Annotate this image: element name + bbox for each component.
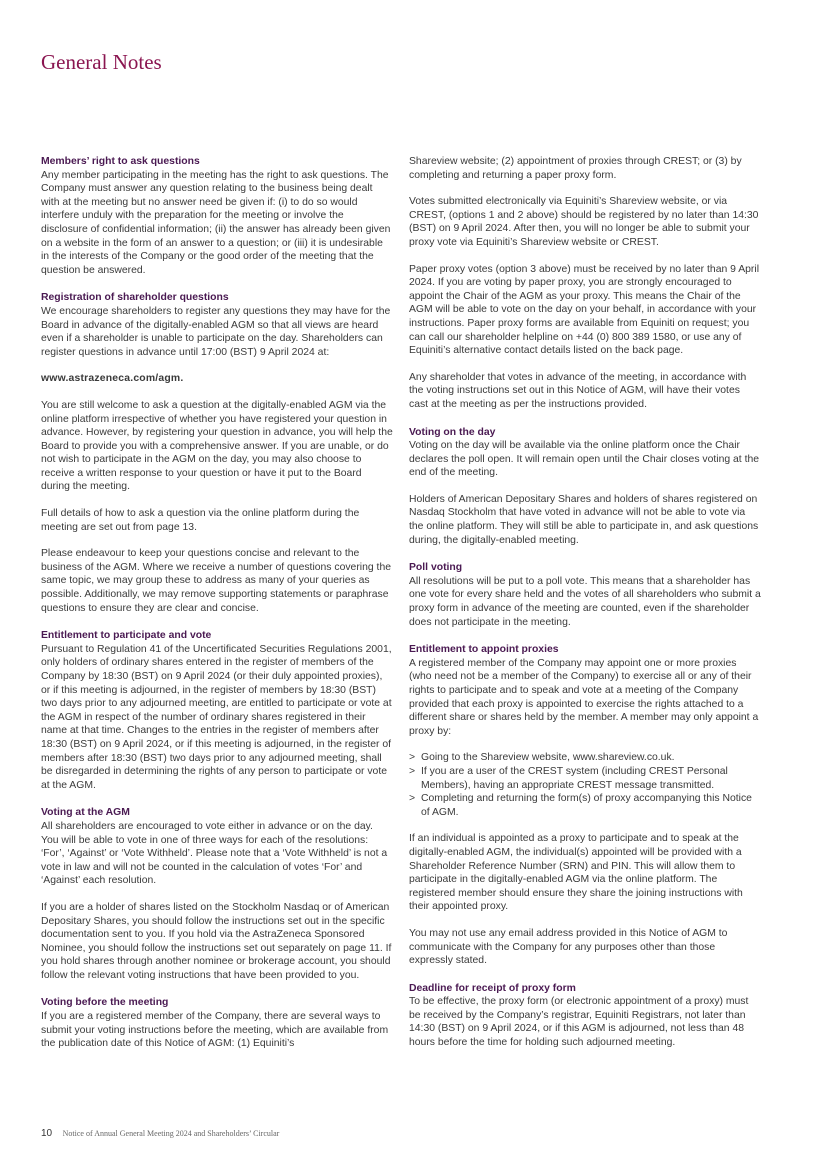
proxy-methods-list xyxy=(409,751,761,819)
voting-agm-section xyxy=(41,806,393,982)
section-heading: Voting on the day xyxy=(409,426,496,438)
registration-section xyxy=(41,291,393,615)
voting-day-section xyxy=(409,426,761,548)
paragraph: Any shareholder that votes in advance of the meeting, in accordance with the voting instructions set out in this Notice of AGM, will have their votes cast at the meeting as per the instructions provided. xyxy=(409,371,747,410)
paragraph: Pursuant to Regulation 41 of the Uncertificated Securities Regulations 2001, only holders of ordinary shares entered in the register of members of the Company by 18:30 (BST) on 9 April 2024 (or their duly appointed proxies), or if this meeting is adjourned, in the register of members by 18:30 (BST) two days prior to any adjourned meeting, are entitled to participate or vote at the AGM in respect of the number of ordinary shares registered in their name at that time. Changes to the entries in the register of members after 18:30 (BST) on 9 April 2024, or if this meeting is adjourned, in the register of members after 18:30 (BST) two days prior to any adjourned meeting, shall be disregarded in determining the rights of any person to participate or vote at the AGM. xyxy=(41,643,392,791)
entitlement-section xyxy=(41,629,393,792)
section-heading: Registration of shareholder questions xyxy=(41,292,229,304)
paragraph: You may not use any email address provided in this Notice of AGM to communicate with the Company for any purposes other than those expressly stated. xyxy=(409,927,728,967)
paragraph: Paper proxy votes (option 3 above) must be received by no later than 9 April 2024. If you are voting by paper proxy, you are strongly encouraged to appoint the Chair of the AGM as your proxy. This means the Chair of the AGM will be able to vote on the day on your behalf, in accordance with your instructions. Paper proxy forms are available from Equiniti on request; you can call our shareholder helpline on +44 (0) 800 389 1580, or use any of Equiniti’s alternative contact details listed on the back page. xyxy=(409,263,760,357)
chevron-right-icon: > xyxy=(409,752,416,764)
paragraph: Voting on the day will be available via the online platform once the Chair declares the poll open. It will remain open until the Chair closes voting at the end of the meeting. xyxy=(409,440,760,479)
paragraph: We encourage shareholders to register any questions they may have for the Board in advance of the digitally-enabled AGM so that all views are heard even if a shareholder is unable to participate on the day. Shareholders can register questions in advance until 17:00 (BST) 9 April 2024 at: xyxy=(41,305,391,358)
section-heading: Deadline for receipt of proxy form xyxy=(409,982,576,994)
paragraph: Any member participating in the meeting has the right to ask questions. The Company must answer any question relating to the business being dealt with at the meeting but no answer need be given if: (i) to do so would interfere unduly with the preparation for the meeting or involve the disclosure of confidential information; (ii) the answer has already been given on a website in the form of an answer to a question; or (iii) it is undesirable in the interests of the Company or the good order of the meeting that the question be answered. xyxy=(41,169,391,276)
paragraph: Full details of how to ask a question via the online platform during the meeting are set out from page 13. xyxy=(41,508,360,533)
page-footer xyxy=(41,1128,279,1139)
paragraph: All shareholders are encouraged to vote either in advance or on the day. You will be able to vote in one of three ways for each of the resolutions: ‘For’, ‘Against’ or ‘Vote Withheld’. Please note that a ‘Vote Withheld’ is not a vote in law and will not be counted in the calculation of votes ‘For’ and ‘Against’ each resolution. xyxy=(41,820,388,887)
section-heading: Entitlement to participate and vote xyxy=(41,630,212,642)
section-heading: Members’ right to ask questions xyxy=(41,156,200,167)
agm-url-link[interactable]: www.astrazeneca.com/agm. xyxy=(41,373,184,385)
paragraph: If you are a registered member of the Company, there are several ways to submit your voting instructions before the meeting, which are available from the publication date of this Notice of AGM: (1) Equiniti’s xyxy=(41,1011,389,1050)
chevron-right-icon: > xyxy=(409,793,416,805)
members-right-section xyxy=(41,155,393,277)
voting-before-continued xyxy=(409,155,761,412)
right-column xyxy=(409,155,761,1064)
paragraph: A registered member of the Company may appoint one or more proxies (who need not be a member of the Company) to exercise all or any of their rights to participate and to speak and vote at a meeting of the Company provided that each proxy is appointed to exercise the rights attached to a different share or shares held by the member. A member may only appoint a proxy by: xyxy=(409,657,759,737)
paragraph: If you are a holder of shares listed on the Stockholm Nasdaq or of American Depositary Shares, you should follow the instructions set out in the specific documentation sent to you. If you hold via the AstraZeneca Sponsored Nominee, you should follow the instructions set out separately on page 11. If you hold shares through another nominee or brokerage account, you should follow the relevant voting instructions that have been provided to you. xyxy=(41,901,392,981)
paragraph: To be effective, the proxy form (or electronic appointment of a proxy) must be received by the Company’s registrar, Equiniti Registrars, not later than 14:30 (BST) on 9 April 2024, or if this AGM is adjourned, not less than 48 hours before the time for holding such adjourned meeting. xyxy=(409,996,749,1049)
paragraph: You are still welcome to ask a question at the digitally-enabled AGM via the online platform irrespective of whether you have registered your question in advance. However, by registering your question in advance, you will help the Board to provide you with a comprehensive answer. If you are unable, or do not wish to participate in the AGM on the day, you may also choose to receive a written response to your question or have it put to the Board during the meeting. xyxy=(41,399,393,493)
section-heading: Poll voting xyxy=(409,562,463,574)
paragraph: All resolutions will be put to a poll vote. This means that a shareholder has one vote for every share held and the votes of all shareholders who submit a proxy form in advance of the meeting are counted, even if the shareholder does not participate in the meeting. xyxy=(409,575,761,628)
paragraph: Please endeavour to keep your questions concise and relevant to the business of the AGM. Where we receive a number of questions covering the same topic, we may group these to address as many of your queries as possible. Additionally, we may remove supporting statements or paraphrase questions to ensure they are clear and concise. xyxy=(41,548,391,614)
deadline-section xyxy=(409,982,761,1050)
page-title: General Notes xyxy=(41,50,162,74)
chevron-right-icon: > xyxy=(409,765,416,777)
poll-voting-section xyxy=(409,561,761,629)
paragraph: Holders of American Depositary Shares and holders of shares registered on Nasdaq Stockholm that have voted in advance will not be able to vote via the online platform. They will still be able to participate in, and ask questions during, the digitally-enabled meeting. xyxy=(409,493,759,546)
section-heading: Voting before the meeting xyxy=(41,997,169,1009)
section-heading: Voting at the AGM xyxy=(41,807,130,819)
list-item: > Completing and returning the form(s) of proxy accompanying this Notice of AGM. xyxy=(409,793,752,818)
paragraph: If an individual is appointed as a proxy to participate and to speak at the digitally-enabled AGM, the individual(s) appointed will be provided with a Shareholder Reference Number (SRN) and PIN. This will allow them to participate in the digitally-enabled AGM via the online platform. The registered member should ensure they share the joining instructions with their appointed proxy. xyxy=(409,833,743,913)
proxies-section xyxy=(409,643,761,967)
paragraph: Votes submitted electronically via Equiniti’s Shareview website, or via CREST, (options 1 and 2 above) should be registered by no later than 14:30 (BST) on 9 April 2024. After then, you will no longer be able to submit your proxy vote via Equiniti’s Shareview website or CREST. xyxy=(409,196,759,248)
list-item: > If you are a user of the CREST system (including CREST Personal Members), having an appropriate CREST message transmitted. xyxy=(409,765,728,791)
section-heading: Entitlement to appoint proxies xyxy=(409,644,559,656)
page-number: 10 xyxy=(41,1128,53,1139)
left-column xyxy=(41,155,393,1065)
voting-before-section xyxy=(41,996,393,1050)
list-item: > Going to the Shareview website, www.shareview.co.uk. xyxy=(409,752,675,764)
document-title: Notice of Annual General Meeting 2024 and Shareholders’ Circular xyxy=(62,1129,280,1138)
paragraph: Shareview website; (2) appointment of proxies through CREST; or (3) by completing and returning a paper proxy form. xyxy=(409,156,742,181)
